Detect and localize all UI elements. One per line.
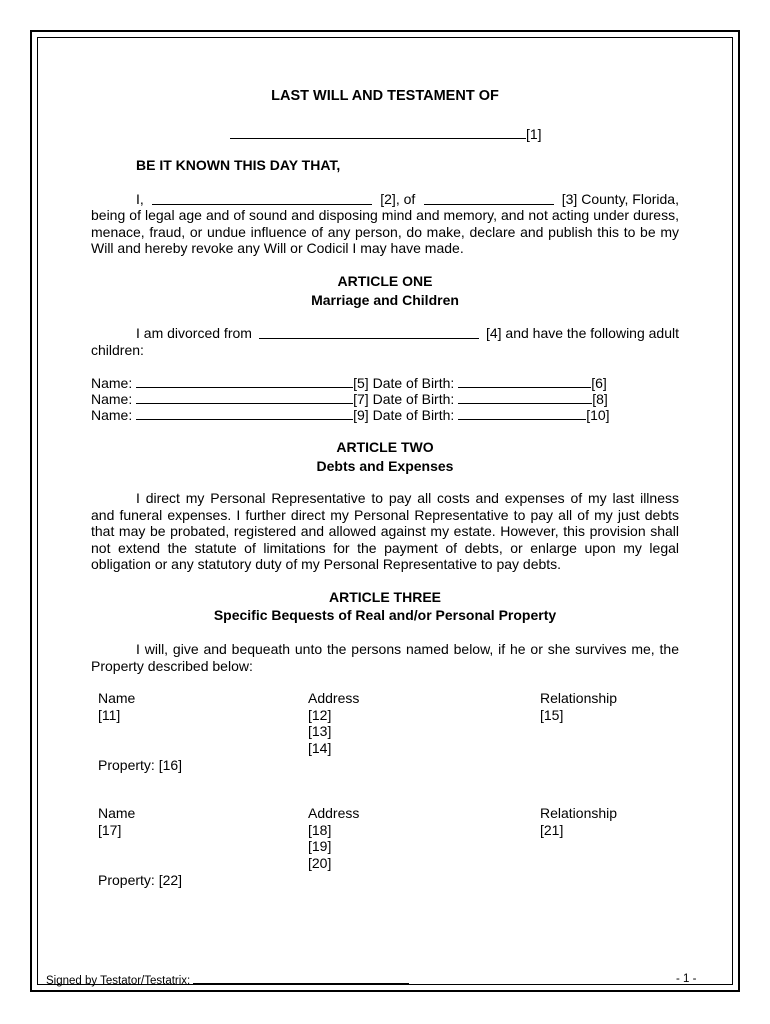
bequest-name-header: Name	[98, 805, 136, 821]
child-row	[91, 406, 610, 423]
field-18: [18]	[308, 822, 332, 838]
intro-first-line	[136, 191, 679, 207]
field-8: [8]	[592, 391, 608, 407]
field-21: [21]	[540, 822, 564, 838]
article-one-heading: ARTICLE ONE	[337, 273, 433, 289]
intro-paragraph: being of legal age and of sound and disposing mind and memory, and not acting under duress, menace, fraud, or undue influence of any person, do make, declare and publish this to be my Will and hereby revoke any Will or Codicil I may have made.	[91, 207, 679, 257]
field-5: [5] Date of Birth:	[353, 375, 455, 391]
divorced-line	[136, 325, 679, 341]
bequest-address-header: Address	[308, 805, 360, 821]
field-14: [14]	[308, 740, 332, 756]
field-2: [2], of	[380, 191, 416, 207]
document-title: LAST WILL AND TESTAMENT OF	[271, 88, 499, 104]
bequest-relationship-header: Relationship	[540, 690, 618, 706]
field-4: [4] and have the following adult	[485, 325, 679, 341]
name-label: Name:	[91, 391, 133, 407]
field-10: [10]	[586, 407, 610, 423]
article-two-body: I direct my Personal Representative to pay all costs and expenses of my last illness and funeral expenses. I further direct my Personal Representative to pay all of my just debts that may be probated, registered and allowed against my estate. However, this provision shall not extend the statute of limitations for the payment of debts, or enlarge upon my legal obligation or any statutory duty of my Personal Representative to pay debts.	[91, 490, 679, 573]
divorced-text: I am divorced from	[136, 325, 252, 341]
field-9: [9] Date of Birth:	[353, 407, 455, 423]
intro-i: I,	[136, 191, 144, 207]
blank-line	[458, 390, 592, 404]
child-row	[91, 374, 607, 391]
field-20: [20]	[308, 855, 332, 871]
field-3: [3] County, Florida,	[561, 191, 679, 207]
article-three-body: I will, give and bequeath unto the persons named below, if he or she survives me, the Property described below:	[91, 641, 679, 674]
field-22: Property: [22]	[98, 872, 183, 888]
field-19: [19]	[308, 838, 332, 854]
children-label: children:	[91, 342, 144, 358]
blank-line	[136, 390, 353, 404]
field-17: [17]	[98, 822, 122, 838]
testator-name-line	[230, 125, 542, 142]
field-11: [11]	[98, 707, 121, 723]
name-label: Name:	[91, 375, 133, 391]
blank-line	[259, 325, 479, 339]
blank-line	[136, 374, 353, 388]
page-number: - 1 -	[676, 973, 697, 985]
blank-line	[136, 406, 353, 420]
field-13: [13]	[308, 723, 332, 739]
blank-line	[230, 125, 526, 139]
blank-line	[424, 191, 554, 205]
blank-line	[458, 374, 591, 388]
child-row	[91, 390, 608, 407]
blank-line	[458, 406, 586, 420]
signed-label: Signed by Testator/Testatrix:	[46, 975, 191, 987]
field-6: [6]	[591, 375, 607, 391]
signature-footer	[46, 973, 409, 987]
bequest-relationship-header: Relationship	[540, 805, 618, 821]
article-two-heading: ARTICLE TWO	[336, 439, 434, 455]
name-label: Name:	[91, 407, 133, 423]
field-15: [15]	[540, 707, 564, 723]
article-three-heading: ARTICLE THREE	[329, 589, 441, 605]
signature-line	[193, 973, 409, 984]
field-12: [12]	[308, 707, 332, 723]
bequest-address-header: Address	[308, 690, 360, 706]
article-three-subheading: Specific Bequests of Real and/or Personal Property	[213, 607, 557, 623]
field-16: Property: [16]	[98, 757, 183, 773]
bequest-name-header: Name	[98, 690, 136, 706]
article-two-subheading: Debts and Expenses	[316, 458, 454, 474]
field-7: [7] Date of Birth:	[353, 391, 455, 407]
blank-line	[152, 191, 372, 205]
article-one-subheading: Marriage and Children	[311, 292, 459, 308]
field-1: [1]	[526, 126, 542, 142]
be-it-known: BE IT KNOWN THIS DAY THAT,	[136, 157, 341, 173]
